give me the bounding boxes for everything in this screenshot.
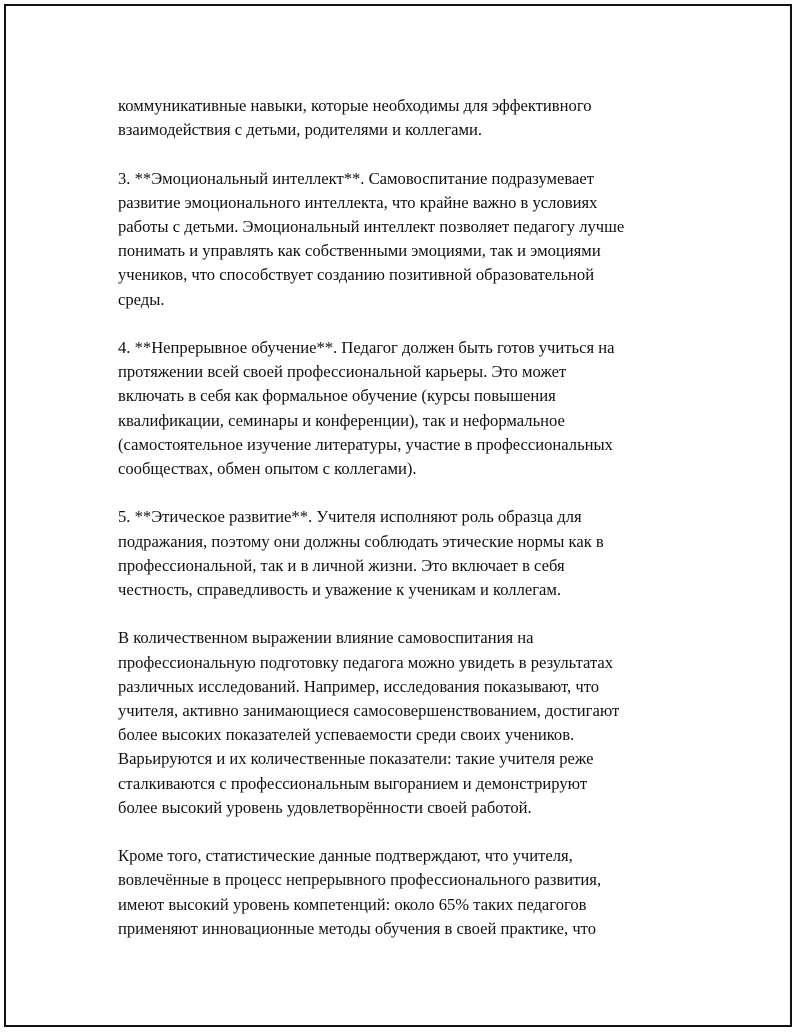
text-line: честность, справедливость и уважение к ученикам и коллегам. xyxy=(118,580,562,600)
text-line: учителя, активно занимающиеся самосовершенствованием, достигают xyxy=(118,701,620,721)
text-line: вовлечённые в процесс непрерывного профессионального развития, xyxy=(118,870,602,890)
document-body xyxy=(118,94,698,965)
text-line: учеников, что способствует созданию позитивной образовательной xyxy=(118,265,595,285)
text-line: развитие эмоционального интеллекта, что крайне важно в условиях xyxy=(118,192,598,212)
text-line: включать в себя как формальное обучение (курсы повышения xyxy=(118,386,556,406)
text-line: квалификации, семинары и конференции), так и неформальное xyxy=(118,410,565,430)
text-line: подражания, поэтому они должны соблюдать этические нормы как в xyxy=(118,531,604,551)
text-line: профессиональную подготовку педагога можно увидеть в результатах xyxy=(118,652,614,672)
text-line: более высокий уровень удовлетворённости своей работой. xyxy=(118,797,532,817)
text-line: (самостоятельное изучение литературы, участие в профессиональных xyxy=(118,434,613,454)
text-line: протяжении всей своей профессиональной карьеры. Это может xyxy=(118,362,567,382)
text-line: коммуникативные навыки, которые необходимы для эффективного xyxy=(118,96,592,115)
text-line: Варьируются и их количественные показатели: такие учителя реже xyxy=(118,749,594,769)
paragraph-2 xyxy=(118,167,698,312)
text-line: взаимодействия с детьми, родителями и коллегами. xyxy=(118,120,483,140)
text-line: В количественном выражении влияние самовоспитания на xyxy=(118,628,534,648)
text-line: более высоких показателей успеваемости среди своих учеников. xyxy=(118,725,575,745)
text-line: сталкиваются с профессиональным выгоранием и демонстрируют xyxy=(118,773,588,793)
text-line: сообществах, обмен опытом с коллегами). xyxy=(118,459,417,479)
text-line: 5. **Этическое развитие**. Учителя исполняют роль образца для xyxy=(118,507,582,527)
paragraph-1 xyxy=(118,94,698,142)
text-line: работы с детьми. Эмоциональный интеллект позволяет педагогу лучше xyxy=(118,217,625,236)
paragraph-4 xyxy=(118,505,698,602)
text-line: 3. **Эмоциональный интеллект**. Самовоспитание подразумевает xyxy=(118,168,595,188)
text-line: различных исследований. Например, исследования показывают, что xyxy=(118,676,600,696)
text-line: имеют высокий уровень компетенций: около 65% таких педагогов xyxy=(118,894,587,914)
text-line: среды. xyxy=(118,289,165,309)
paragraph-3 xyxy=(118,336,698,481)
text-line: Кроме того, статистические данные подтверждают, что учителя, xyxy=(118,846,573,866)
text-line: применяют инновационные методы обучения в своей практике, что xyxy=(118,918,596,938)
text-line: понимать и управлять как собственными эмоциями, так и эмоциями xyxy=(118,241,601,261)
paragraph-5 xyxy=(118,626,698,820)
text-line: профессиональной, так и в личной жизни. Это включает в себя xyxy=(118,555,565,575)
text-line: 4. **Непрерывное обучение**. Педагог должен быть готов учиться на xyxy=(118,338,615,357)
paragraph-6 xyxy=(118,844,698,941)
